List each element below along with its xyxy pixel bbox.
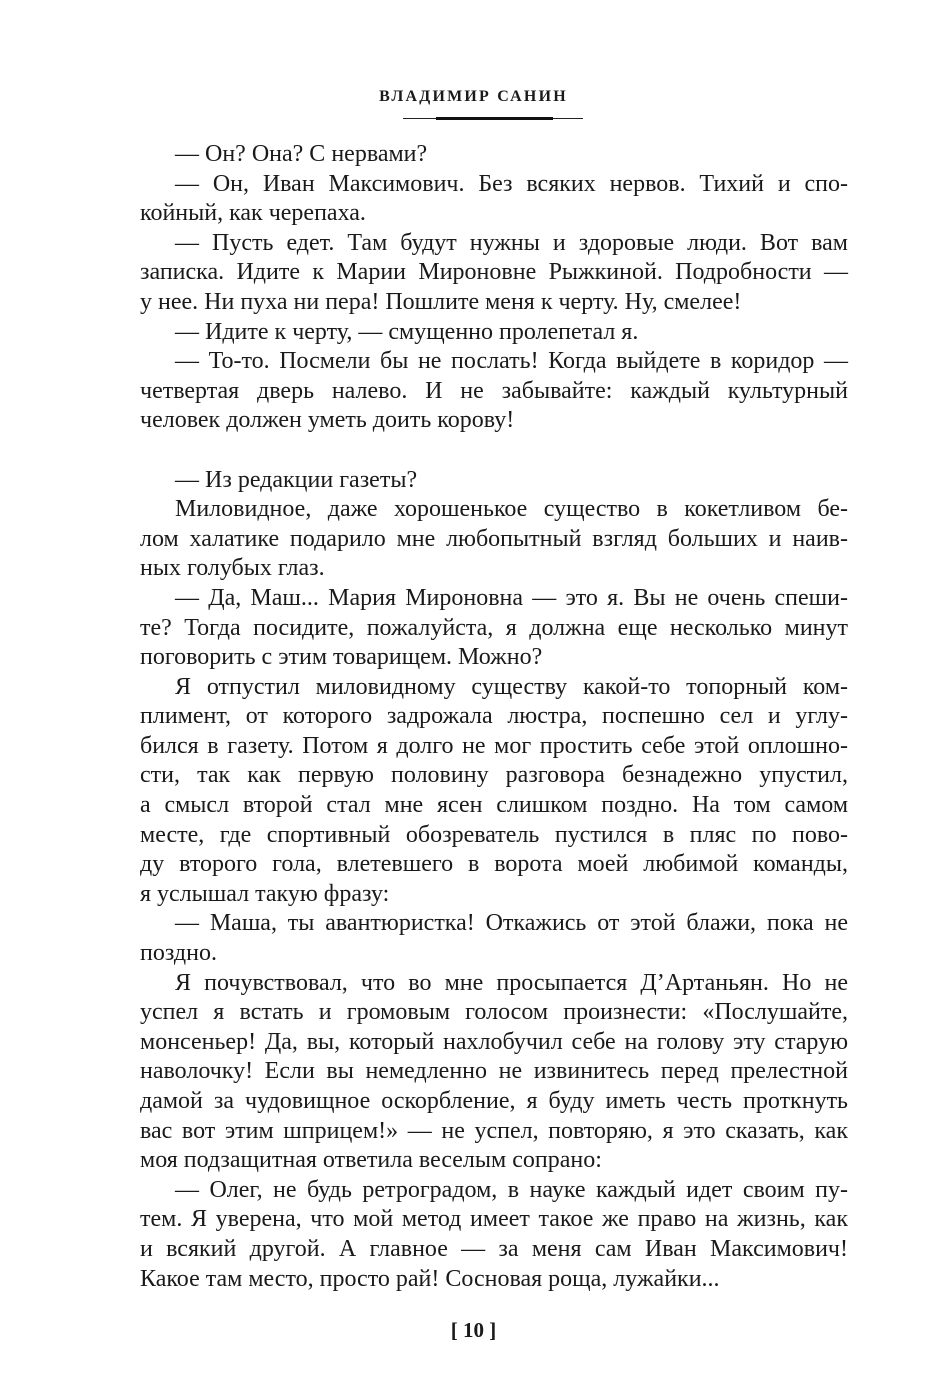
text-line: лом халатике подарило мне любопытный взгляд больших и наив- xyxy=(140,525,848,552)
running-header: ВЛАДИМИР САНИН xyxy=(379,88,568,105)
paragraph xyxy=(140,466,848,496)
paragraph xyxy=(140,318,848,348)
text-line: сти, так как первую половину разговора безнадежно упустил, xyxy=(140,762,848,789)
text-line: — Маша, ты авантюристка! Откажись от этой блажи, пока не xyxy=(175,910,848,937)
text-line: Я отпустил миловидному существу какой-то топорный ком- xyxy=(175,673,848,700)
text-line: Я почувствовал, что во мне просыпается Д’Артаньян. Но не xyxy=(175,969,848,996)
paragraph xyxy=(140,170,848,229)
text-line: записка. Идите к Марии Мироновне Рыжкиной. Подробности — xyxy=(140,259,848,286)
text-line: — Пусть едет. Там будут нужны и здоровые люди. Вот вам xyxy=(175,229,848,256)
text-line: плимент, от которого задрожала люстра, поспешно сел и углу- xyxy=(140,703,848,730)
text-line: и всякий другой. А главное — за меня сам Иван Максимович! xyxy=(140,1235,848,1262)
page-number: [ 10 ] xyxy=(450,1318,497,1342)
text-line: моя подзащитная ответила веселым сопрано: xyxy=(140,1147,602,1174)
text-line: наволочку! Если вы немедленно не извинитесь перед прелестной xyxy=(140,1058,848,1085)
body-text xyxy=(140,140,848,1294)
text-line: дамой за чудовищное оскорбление, я буду иметь честь проткнуть xyxy=(140,1088,848,1114)
text-line: поздно. xyxy=(140,940,217,967)
text-line: успел я встать и громовым голосом произнести: «Послушайте, xyxy=(140,999,848,1026)
paragraph xyxy=(140,495,848,584)
text-line: вас вот этим шприцем!» — не успел, повторяю, я это сказать, как xyxy=(140,1117,848,1144)
header-rule-accent xyxy=(436,117,553,120)
text-line: человек должен уметь доить корову! xyxy=(140,407,515,434)
text-line: ных голубых глаз. xyxy=(140,555,325,582)
paragraph xyxy=(140,673,848,910)
paragraph xyxy=(140,909,848,968)
text-line: у нее. Ни пуха ни пера! Пошлите меня к черту. Ну, смелее! xyxy=(140,288,742,315)
text-line: — Олег, не будь ретроградом, в науке каждый идет своим пу- xyxy=(175,1176,848,1203)
text-line: Какое там место, просто рай! Сосновая роща, лужайки... xyxy=(140,1265,720,1292)
paragraph xyxy=(140,1176,848,1294)
text-line: ду второго гола, влетевшего в ворота моей любимой команды, xyxy=(140,851,848,878)
text-line: Миловидное, даже хорошенькое существо в кокетливом бе- xyxy=(175,496,848,523)
text-line: койный, как черепаха. xyxy=(140,200,366,227)
paragraph xyxy=(140,229,848,318)
paragraph xyxy=(140,584,848,673)
text-line: а смысл второй стал мне ясен слишком поздно. На том самом xyxy=(140,792,848,819)
section-break xyxy=(140,436,848,466)
paragraph xyxy=(140,969,848,1176)
text-line: — Он, Иван Максимович. Без всяких нервов. Тихий и спо- xyxy=(175,170,848,197)
text-line: бился в газету. Потом я долго не мог простить себе этой оплошно- xyxy=(140,732,848,759)
paragraph xyxy=(140,347,848,436)
text-line: тем. Я уверена, что мой метод имеет такое же право на жизнь, как xyxy=(140,1206,848,1233)
text-line: — Он? Она? С нервами? xyxy=(175,141,428,167)
text-line: те? Тогда посидите, пожалуйста, я должна еще несколько минут xyxy=(140,614,848,641)
text-line: — Да, Маш... Мария Мироновна — это я. Вы не очень спеши- xyxy=(175,584,848,611)
text-line: поговорить с этим товарищем. Можно? xyxy=(140,644,543,671)
text-line: четвертая дверь налево. И не забывайте: каждый культурный xyxy=(140,377,848,404)
paragraph xyxy=(140,140,848,170)
text-line: я услышал такую фразу: xyxy=(140,880,390,907)
text-line: — То-то. Посмели бы не послать! Когда выйдете в коридор — xyxy=(175,348,848,375)
text-line: — Идите к черту, — смущенно пролепетал я. xyxy=(175,318,639,345)
text-line: месте, где спортивный обозреватель пустился в пляс по пово- xyxy=(140,821,848,848)
text-line: монсеньер! Да, вы, который нахлобучил себе на голову эту старую xyxy=(140,1028,848,1055)
text-line: — Из редакции газеты? xyxy=(175,466,418,493)
